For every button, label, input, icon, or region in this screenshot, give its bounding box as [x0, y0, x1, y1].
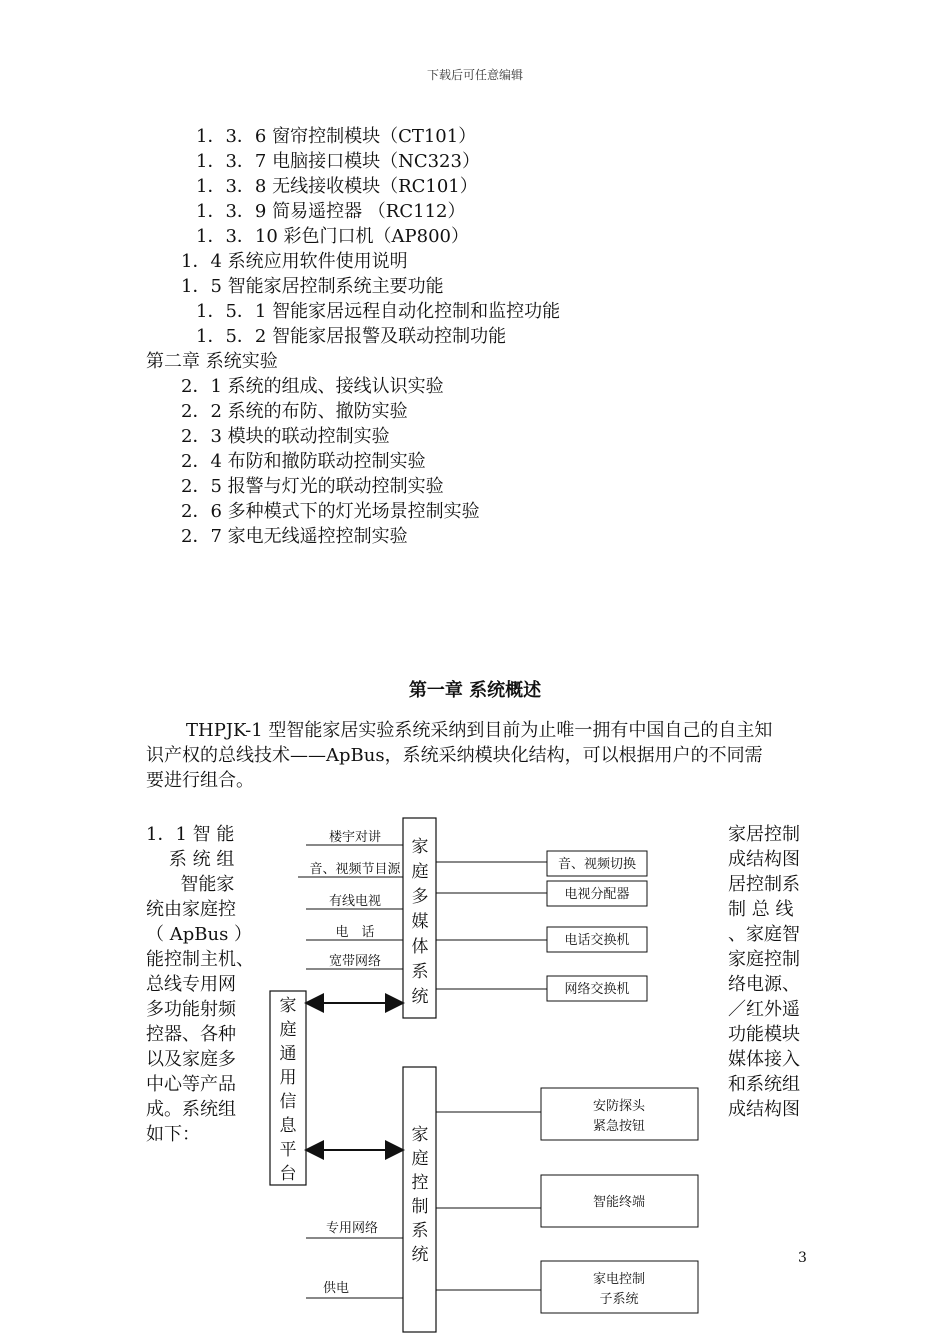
control-output-label: 安防探头 — [592, 1099, 646, 1114]
intro-line-2: 识产权的总线技术——ApBus，系统采纳模块化结构，可以根据用户的不同需 — [146, 745, 763, 766]
control-char: 系 — [411, 1221, 429, 1241]
control-char: 庭 — [411, 1149, 429, 1169]
input-label: 音、视频节目源 — [309, 862, 401, 877]
left-column-text: 1．1 智 能 系 统 组 智能家 统由家庭控 （ ApBus ） 能控制主机、 总线专用网 多功能射频 控器、各种 以及家庭多 中心等产品 成。系统组 如下： — [146, 824, 254, 1145]
control-output-label: 子系统 — [599, 1292, 639, 1307]
toc-entry: 2．6 多种模式下的灯光场景控制实验 — [181, 501, 480, 522]
multimedia-char: 媒 — [411, 912, 429, 932]
intro-line-3: 要进行组合。 — [146, 770, 254, 791]
platform-char: 家 — [279, 996, 297, 1016]
toc-entry: 2．4 布防和撤防联动控制实验 — [181, 451, 426, 472]
input-label: 有线电视 — [328, 894, 382, 909]
platform-char: 庭 — [279, 1020, 297, 1040]
toc-entry: 2．3 模块的联动控制实验 — [181, 426, 390, 447]
toc-entry: 2．7 家电无线遥控控制实验 — [181, 526, 408, 547]
toc-entry: 2．5 报警与灯光的联动控制实验 — [181, 476, 444, 497]
right-column-text: 家居控制 成结构图 居控制系 制 总 线 、家庭智 家庭控制 络电源、 ／红外遥 功能模块 媒体接入 和系统组 成结构图 — [728, 824, 800, 1120]
control-input-label: 专用网络 — [325, 1221, 379, 1236]
control-output-label: 紧急按钮 — [592, 1119, 646, 1134]
output-label: 音、视频切换 — [557, 857, 637, 872]
control-char: 家 — [411, 1125, 429, 1145]
multimedia-char: 体 — [411, 937, 429, 957]
toc-entry: 1．3．6 窗帘控制模块（CT101） — [196, 126, 477, 147]
toc-entry: 2．1 系统的组成、接线认识实验 — [181, 376, 444, 397]
platform-char: 平 — [279, 1140, 297, 1160]
output-label: 电视分配器 — [564, 887, 630, 902]
multimedia-char: 多 — [411, 887, 429, 907]
multimedia-system-label — [412, 837, 429, 1007]
platform-char: 信 — [279, 1092, 297, 1112]
control-input-label: 供电 — [322, 1281, 350, 1296]
control-char: 控 — [411, 1173, 429, 1193]
control-output-label: 家电控制 — [592, 1272, 646, 1287]
toc-entry: 1．3．7 电脑接口模块（NC323） — [196, 151, 480, 172]
toc-entry: 1．5．2 智能家居报警及联动控制功能 — [196, 326, 507, 347]
platform-char: 息 — [279, 1116, 297, 1136]
platform-char: 台 — [279, 1164, 297, 1184]
platform-char: 用 — [279, 1068, 297, 1088]
page-header: 下载后可任意编辑 — [426, 68, 523, 82]
control-system-label — [412, 1125, 429, 1265]
multimedia-char: 系 — [411, 962, 429, 982]
chapter-title: 第一章 系统概述 — [408, 680, 542, 701]
platform-label — [280, 996, 298, 1184]
toc-entry: 第二章 系统实验 — [146, 351, 278, 372]
toc-entry: 1．3．10 彩色门口机（AP800） — [196, 226, 469, 247]
toc-entry: 1．3．9 简易遥控器 （RC112） — [196, 201, 466, 222]
input-label: 电 话 — [335, 925, 375, 940]
toc-entry: 2．2 系统的布防、撤防实验 — [181, 401, 408, 422]
multimedia-char: 家 — [411, 837, 429, 857]
page-number: 3 — [798, 1250, 807, 1266]
output-label: 网络交换机 — [564, 982, 630, 997]
platform-char: 通 — [279, 1044, 297, 1064]
input-label: 楼宇对讲 — [328, 830, 382, 845]
toc-entry: 1．4 系统应用软件使用说明 — [181, 251, 408, 272]
multimedia-char: 统 — [411, 987, 429, 1007]
input-label: 宽带网络 — [328, 954, 382, 969]
multimedia-char: 庭 — [411, 862, 429, 882]
toc-entry: 1．5．1 智能家居远程自动化控制和监控功能 — [196, 301, 561, 322]
intro-line-1: THPJK-1 型智能家居实验系统采纳到目前为止唯一拥有中国自己的自主知 — [186, 720, 773, 741]
output-label: 电话交换机 — [564, 933, 630, 948]
toc-entry: 1．5 智能家居控制系统主要功能 — [181, 276, 444, 297]
control-char: 统 — [411, 1245, 429, 1265]
toc-entry: 1．3．8 无线接收模块（RC101） — [196, 176, 478, 197]
control-char: 制 — [411, 1197, 429, 1217]
control-output-label: 智能终端 — [592, 1195, 646, 1210]
